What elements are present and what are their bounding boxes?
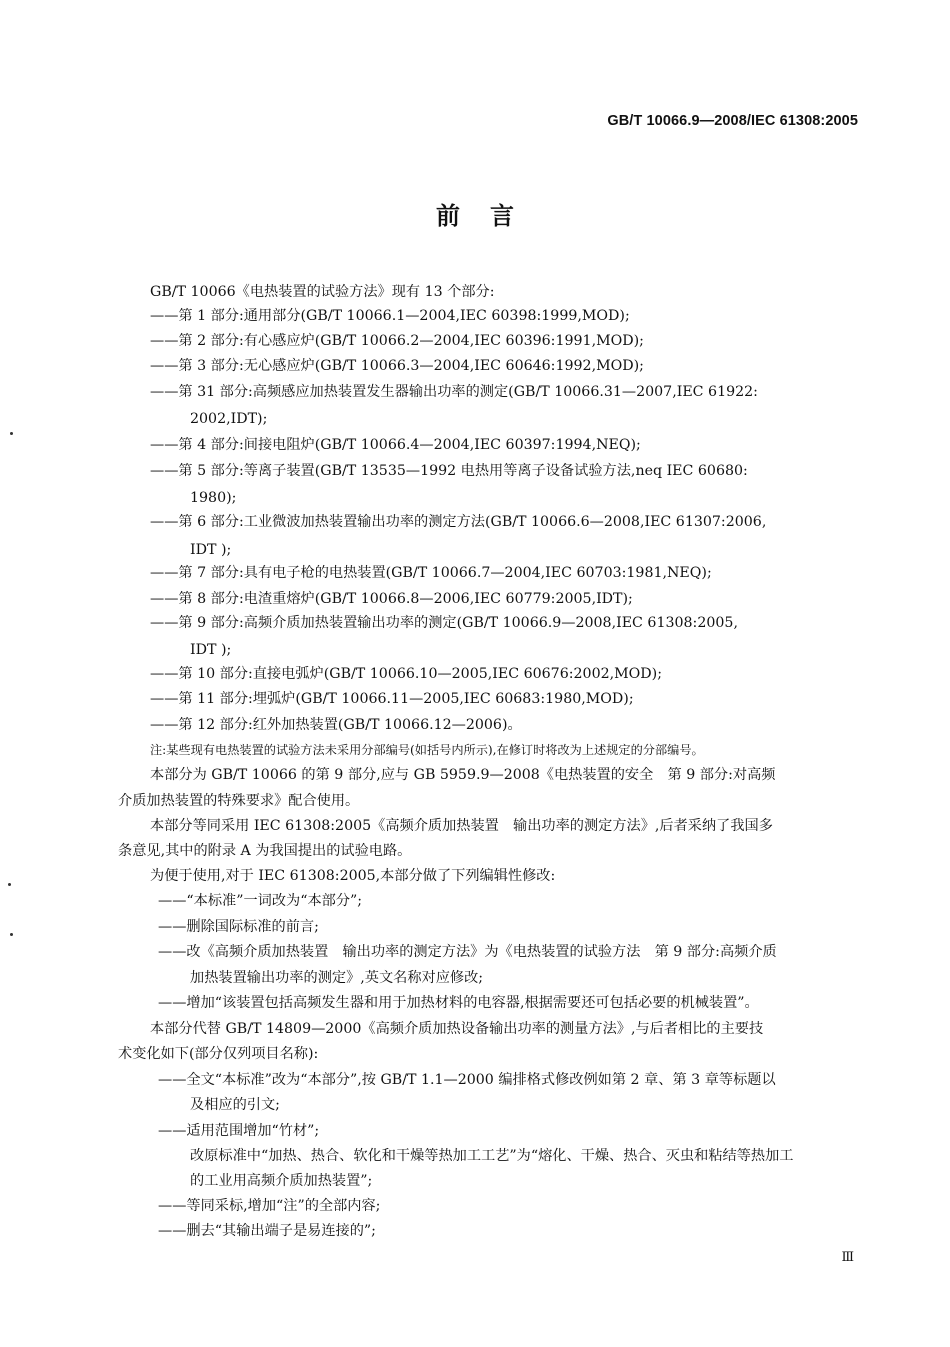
text-line: ——第 3 部分:无心感应炉(GB/T 10066.3—2004,IEC 60646:1992,MOD); xyxy=(150,358,644,374)
text-line: 本部分代替 GB/T 14809—2000《高频介质加热设备输出功率的测量方法》,与后者相比的主要技 xyxy=(150,1021,764,1037)
scan-speck xyxy=(8,883,11,886)
text-line: ——等同采标,增加“注”的全部内容; xyxy=(158,1198,381,1214)
text-line: ——第 6 部分:工业微波加热装置输出功率的测定方法(GB/T 10066.6—2008,IEC 61307:2006, xyxy=(150,514,767,530)
scan-speck xyxy=(10,432,13,435)
scan-speck xyxy=(10,933,13,936)
text-line: 加热装置输出功率的测定》,英文名称对应修改; xyxy=(190,970,484,986)
text-line: ——第 9 部分:高频介质加热装置输出功率的测定(GB/T 10066.9—2008,IEC 61308:2005, xyxy=(150,615,738,631)
text-line: ——增加“该装置包括高频发生器和用于加热材料的电容器,根据需要还可包括必要的机械装置”。 xyxy=(158,995,759,1011)
text-line: ——第 11 部分:埋弧炉(GB/T 10066.11—2005,IEC 60683:1980,MOD); xyxy=(150,691,634,707)
page-title: 前言 xyxy=(436,202,544,230)
text-line: ——“本标准”一词改为“本部分”; xyxy=(158,893,363,909)
text-line: IDT ); xyxy=(190,542,232,558)
text-line: 本部分等同采用 IEC 61308:2005《高频介质加热装置 输出功率的测定方法》,后者采纳了我国多 xyxy=(150,818,773,834)
text-line: ——第 8 部分:电渣重熔炉(GB/T 10066.8—2006,IEC 60779:2005,IDT); xyxy=(150,591,633,607)
text-line: ——第 5 部分:等离子装置(GB/T 13535—1992 电热用等离子设备试验方法,neq IEC 60680: xyxy=(150,463,748,479)
text-line: 条意见,其中的附录 A 为我国提出的试验电路。 xyxy=(118,843,412,859)
text-line: ——改《高频介质加热装置 输出功率的测定方法》为《电热装置的试验方法 第 9 部分:高频介质 xyxy=(158,944,777,960)
text-line: ——第 2 部分:有心感应炉(GB/T 10066.2—2004,IEC 60396:1991,MOD); xyxy=(150,333,644,349)
text-line: 本部分为 GB/T 10066 的第 9 部分,应与 GB 5959.9—2008《电热装置的安全 第 9 部分:对高频 xyxy=(150,767,776,783)
text-line: 介质加热装置的特殊要求》配合使用。 xyxy=(118,793,360,809)
text-line: 为便于使用,对于 IEC 61308:2005,本部分做了下列编辑性修改: xyxy=(150,868,556,884)
text-line: 术变化如下(部分仅列项目名称): xyxy=(118,1046,319,1062)
standard-number: GB/T 10066.9—2008/IEC 61308:2005 xyxy=(607,113,858,129)
text-line: 1980); xyxy=(190,490,237,506)
text-line: ——第 4 部分:间接电阻炉(GB/T 10066.4—2004,IEC 60397:1994,NEQ); xyxy=(150,437,641,453)
text-line: GB/T 10066《电热装置的试验方法》现有 13 个部分: xyxy=(150,284,495,300)
text-line: ——第 1 部分:通用部分(GB/T 10066.1—2004,IEC 60398:1999,MOD); xyxy=(150,308,630,324)
text-line: ——删除国际标准的前言; xyxy=(158,919,319,935)
text-line: ——第 10 部分:直接电弧炉(GB/T 10066.10—2005,IEC 60676:2002,MOD); xyxy=(150,666,662,682)
text-line: ——第 31 部分:高频感应加热装置发生器输出功率的测定(GB/T 10066.31—2007,IEC 61922: xyxy=(150,384,758,400)
text-line: 2002,IDT); xyxy=(190,411,268,427)
text-line: ——适用范围增加“竹材”; xyxy=(158,1123,320,1139)
text-line: IDT ); xyxy=(190,642,232,658)
text-line: ——第 12 部分:红外加热装置(GB/T 10066.12—2006)。 xyxy=(150,717,522,733)
note-line: 注:某些现有电热装置的试验方法未采用分部编号(如括号内所示),在修订时将改为上述规定的分部编号。 xyxy=(150,743,704,757)
text-line: ——第 7 部分:具有电子枪的电热装置(GB/T 10066.7—2004,IEC 60703:1981,NEQ); xyxy=(150,565,712,581)
page-number: Ⅲ xyxy=(841,1250,854,1265)
text-line: 及相应的引文; xyxy=(190,1097,280,1113)
text-line: 的工业用高频介质加热装置”; xyxy=(190,1173,373,1189)
text-line: ——删去“其输出端子是易连接的”; xyxy=(158,1223,376,1239)
text-line: ——全文“本标准”改为“本部分”,按 GB/T 1.1—2000 编排格式修改例如第 2 章、第 3 章等标题以 xyxy=(158,1072,776,1088)
text-line: 改原标准中“加热、热合、软化和干燥等热加工工艺”为“熔化、干燥、热合、灭虫和粘结等热加工 xyxy=(190,1148,794,1164)
